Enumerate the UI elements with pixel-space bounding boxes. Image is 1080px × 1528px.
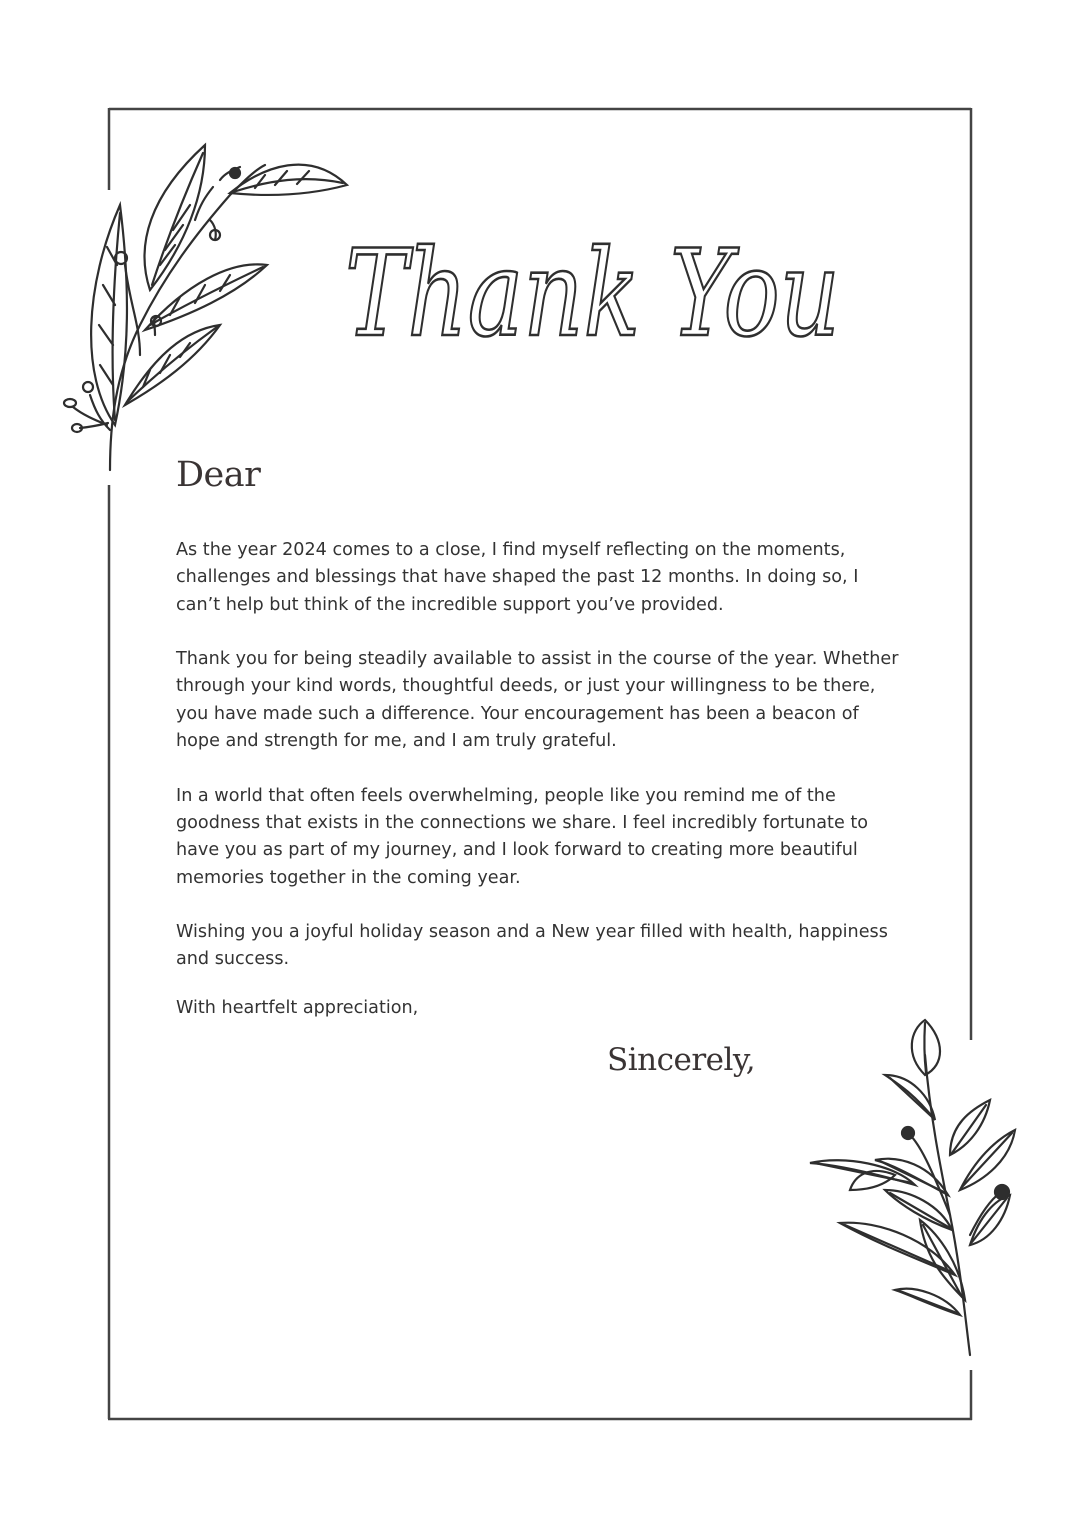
paragraph: Wishing you a joyful holiday season and a New year filled with health, happiness and success. — [176, 922, 888, 970]
letter-body — [176, 537, 906, 1001]
paragraph: As the year 2024 comes to a close, I find myself reflecting on the moments, challenges and blessings that have shaped the past 12 months. In doing so, I can’t help but think of the incredible support you’ve provided. — [176, 540, 859, 615]
salutation: Dear — [176, 455, 261, 495]
leafy-branch-icon — [55, 125, 355, 475]
closing-line: With heartfelt appreciation, — [176, 998, 419, 1018]
paragraph: Thank you for being steadily available to assist in the course of the year. Whether through your kind words, thoughtful deeds, or just your willingness to be there, you have made such a difference. Your encouragement has been a beacon of hope and strength for me, and I am truly grateful. — [176, 649, 899, 752]
paragraph: In a world that often feels overwhelming, people like you remind me of the goodness that exists in the connections we share. I feel incredibly fortunate to have you as part of my journey, and I look forward to creating more beautiful memories together in the coming year. — [176, 785, 869, 888]
leafy-branch-icon — [800, 1015, 1030, 1360]
signoff: Sincerely, — [607, 1042, 756, 1078]
title-script — [335, 205, 855, 405]
page-title — [335, 205, 855, 405]
title-text: Thank You — [345, 225, 840, 364]
